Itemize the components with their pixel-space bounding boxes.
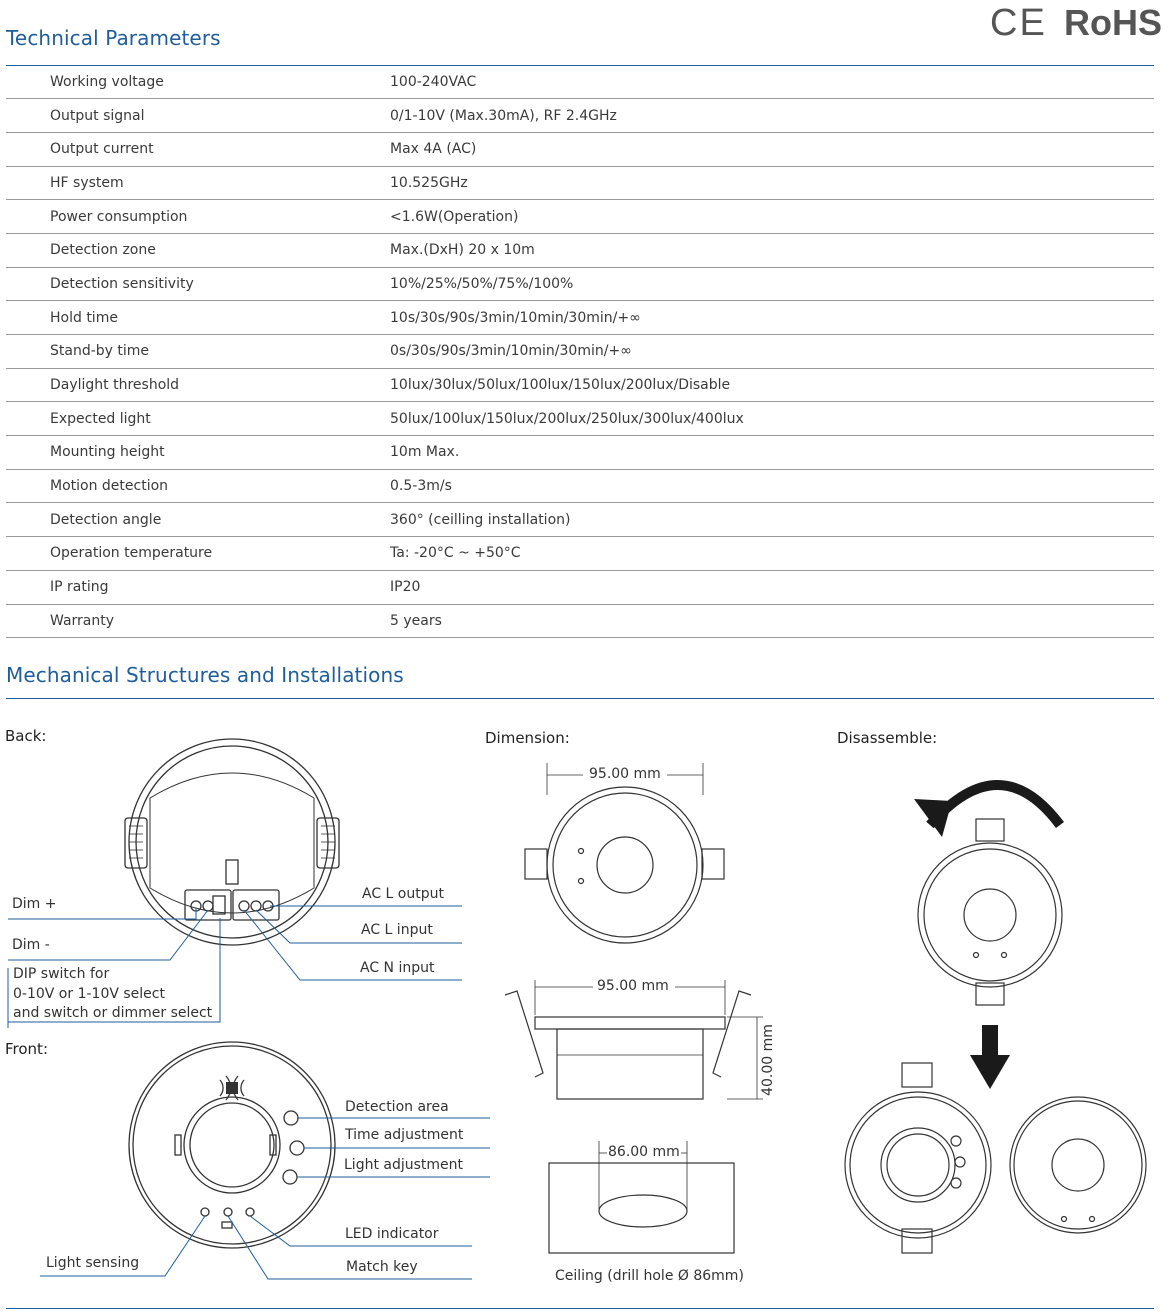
dim-width-top: 95.00 mm [589, 766, 661, 782]
param-key: Operation temperature [6, 537, 390, 571]
param-value: 0.5-3m/s [390, 469, 1154, 503]
back-view-diagram [0, 738, 470, 1028]
ce-mark: CE [990, 2, 1047, 44]
dim-height-side: 40.00 mm [759, 1024, 776, 1096]
param-value: <1.6W(Operation) [390, 200, 1154, 234]
rohs-mark: RoHS [1064, 2, 1162, 43]
param-row [6, 335, 1154, 369]
label-dip-line1: DIP switch for [13, 966, 110, 982]
label-ac-l-input: AC L input [361, 922, 433, 938]
param-row [6, 537, 1154, 571]
front-heading: Front: [5, 1040, 48, 1058]
param-row [6, 503, 1154, 537]
param-key: Motion detection [6, 469, 390, 503]
dimension-diagram [495, 755, 785, 1295]
disassemble-diagram [830, 755, 1160, 1295]
label-light-adjustment: Light adjustment [344, 1157, 464, 1173]
param-key: Output current [6, 132, 390, 166]
param-row [6, 469, 1154, 503]
label-match-key: Match key [346, 1259, 418, 1275]
param-value: 10s/30s/90s/3min/10min/30min/+∞ [390, 301, 1154, 335]
param-row [6, 402, 1154, 436]
param-key: Detection zone [6, 233, 390, 267]
param-value: 0s/30s/90s/3min/10min/30min/+∞ [390, 335, 1154, 369]
param-row [6, 604, 1154, 638]
dim-width-side: 95.00 mm [597, 978, 669, 994]
ceiling-caption: Ceiling (drill hole Ø 86mm) [555, 1268, 744, 1284]
technical-parameters-table [6, 65, 1154, 638]
mechanical-title: Mechanical Structures and Installations [6, 663, 404, 687]
param-key: HF system [6, 166, 390, 200]
label-light-sensing: Light sensing [46, 1255, 140, 1271]
param-row [6, 65, 1154, 99]
param-value: IP20 [390, 570, 1154, 604]
dim-cutout: 86.00 mm [608, 1144, 680, 1160]
dimension-heading: Dimension: [485, 729, 570, 747]
label-dip-line3: and switch or dimmer select [13, 1005, 213, 1021]
param-value: 360° (ceilling installation) [390, 503, 1154, 537]
param-row [6, 368, 1154, 402]
mechanical-rule [6, 698, 1154, 699]
param-value: 5 years [390, 604, 1154, 638]
param-row [6, 436, 1154, 470]
param-row [6, 301, 1154, 335]
technical-parameters-title: Technical Parameters [6, 26, 221, 50]
param-key: Detection sensitivity [6, 267, 390, 301]
param-key: Detection angle [6, 503, 390, 537]
label-led-indicator: LED indicator [345, 1226, 439, 1242]
label-ac-l-output: AC L output [362, 886, 444, 902]
label-dim-minus: Dim - [12, 937, 50, 953]
param-row [6, 99, 1154, 133]
disassemble-heading: Disassemble: [837, 729, 938, 747]
param-key: Warranty [6, 604, 390, 638]
param-row [6, 166, 1154, 200]
label-time-adjustment: Time adjustment [345, 1127, 464, 1143]
param-key: Working voltage [6, 65, 390, 99]
param-value: Max 4A (AC) [390, 132, 1154, 166]
param-value: 10m Max. [390, 436, 1154, 470]
param-key: Stand-by time [6, 335, 390, 369]
param-key: Hold time [6, 301, 390, 335]
param-value: 50lux/100lux/150lux/200lux/250lux/300lux/400lux [390, 402, 1154, 436]
footer-rule [6, 1308, 1154, 1309]
label-detection-area: Detection area [345, 1099, 449, 1115]
param-key: Power consumption [6, 200, 390, 234]
param-row [6, 132, 1154, 166]
param-value: 10lux/30lux/50lux/100lux/150lux/200lux/Disable [390, 368, 1154, 402]
param-row [6, 233, 1154, 267]
param-value: 0/1-10V (Max.30mA), RF 2.4GHz [390, 99, 1154, 133]
param-value: Ta: -20°C ~ +50°C [390, 537, 1154, 571]
param-value: 100-240VAC [390, 65, 1154, 99]
label-dim-plus: Dim + [12, 896, 57, 912]
label-dip-line2: 0-10V or 1-10V select [13, 986, 165, 1002]
label-ac-n-input: AC N input [360, 960, 435, 976]
param-key: Daylight threshold [6, 368, 390, 402]
param-key: IP rating [6, 570, 390, 604]
back-heading: Back: [5, 727, 47, 745]
param-key: Output signal [6, 99, 390, 133]
param-row [6, 267, 1154, 301]
param-key: Mounting height [6, 436, 390, 470]
param-value: 10%/25%/50%/75%/100% [390, 267, 1154, 301]
param-key: Expected light [6, 402, 390, 436]
param-row [6, 570, 1154, 604]
param-value: 10.525GHz [390, 166, 1154, 200]
param-value: Max.(DxH) 20 x 10m [390, 233, 1154, 267]
param-row [6, 200, 1154, 234]
